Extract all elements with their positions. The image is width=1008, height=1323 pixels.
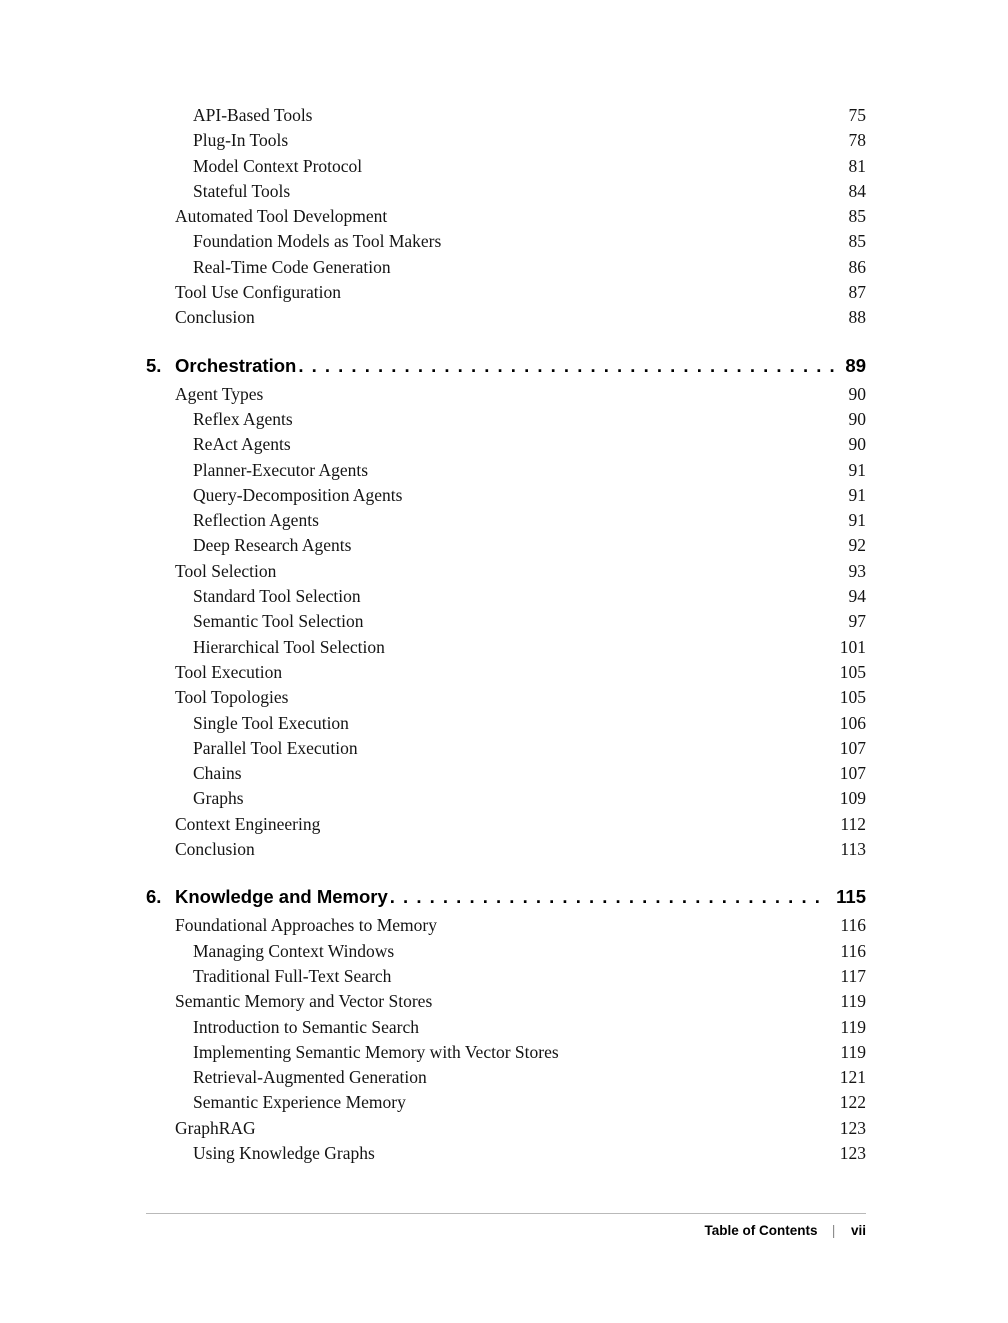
toc-entry-title: Semantic Memory and Vector Stores xyxy=(175,991,433,1012)
toc-entry[interactable] xyxy=(146,1090,866,1115)
toc-entry[interactable] xyxy=(146,533,866,558)
toc-entry-title: Semantic Tool Selection xyxy=(193,611,364,632)
toc-entry-page: 113 xyxy=(840,839,866,860)
toc-entry[interactable] xyxy=(146,660,866,685)
toc-entry-title: Chains xyxy=(193,763,242,784)
toc-entry-page: 105 xyxy=(839,687,866,708)
toc-entry-page: 119 xyxy=(840,1041,866,1062)
toc-entry[interactable] xyxy=(146,913,866,938)
toc-entry-title: Planner-Executor Agents xyxy=(193,459,369,480)
toc-entry[interactable] xyxy=(146,128,866,153)
toc-chapter-title: Orchestration xyxy=(175,354,297,376)
toc-entry-title: Implementing Semantic Memory with Vector Stores xyxy=(193,1041,559,1062)
toc-entry-page: 85 xyxy=(848,206,866,227)
toc-entry-page: 92 xyxy=(848,535,866,556)
toc-entry-page: 106 xyxy=(839,712,866,733)
toc-entry[interactable] xyxy=(146,584,866,609)
toc-entry-page: 107 xyxy=(839,763,866,784)
toc-entry-title: Agent Types xyxy=(175,383,264,404)
dot-leader xyxy=(390,884,828,910)
toc-entry[interactable] xyxy=(146,939,866,964)
toc-entry-page: 107 xyxy=(839,737,866,758)
toc-entry-page: 119 xyxy=(840,1016,866,1037)
toc-entry[interactable] xyxy=(146,711,866,736)
toc-entry[interactable] xyxy=(146,305,866,330)
toc-entry[interactable] xyxy=(146,458,866,483)
footer-section-label: Table of Contents xyxy=(704,1223,818,1238)
toc-entry-page: 123 xyxy=(839,1142,866,1163)
toc-entry-page: 90 xyxy=(848,408,866,429)
toc-entry-title: Single Tool Execution xyxy=(193,712,349,733)
toc-chapter-entry[interactable] xyxy=(146,353,866,379)
toc-entry-title: Automated Tool Development xyxy=(175,206,388,227)
toc-entry-title: Stateful Tools xyxy=(193,180,291,201)
toc-entry-page: 109 xyxy=(839,788,866,809)
toc-entry-title: Introduction to Semantic Search xyxy=(193,1016,419,1037)
toc-entry-title: Tool Selection xyxy=(175,560,277,581)
toc-entry[interactable] xyxy=(146,685,866,710)
toc-entry-page: 94 xyxy=(848,586,866,607)
toc-entry-page: 84 xyxy=(848,180,866,201)
toc-chapter-number: 5. xyxy=(146,354,162,376)
toc-chapter-entry[interactable] xyxy=(146,884,866,910)
toc-entry-title: Query-Decomposition Agents xyxy=(193,484,403,505)
toc-entry[interactable] xyxy=(146,786,866,811)
toc-entry-page: 122 xyxy=(839,1092,866,1113)
toc-entry-title: Traditional Full-Text Search xyxy=(193,965,392,986)
toc-entry-title: Graphs xyxy=(193,788,244,809)
toc-chapter-page: 115 xyxy=(836,886,866,908)
toc-entry-page: 116 xyxy=(840,940,866,961)
toc-entry-page: 87 xyxy=(848,282,866,303)
toc-chapter-page: 89 xyxy=(845,354,866,376)
toc-entry[interactable] xyxy=(146,204,866,229)
toc-entry[interactable] xyxy=(146,989,866,1014)
toc-entry[interactable] xyxy=(146,1065,866,1090)
toc-entry[interactable] xyxy=(146,179,866,204)
toc-entry-page: 81 xyxy=(848,155,866,176)
toc-entry-title: Plug-In Tools xyxy=(193,130,289,151)
toc-entry-title: Conclusion xyxy=(175,839,255,860)
toc-entry-title: Tool Use Configuration xyxy=(175,282,341,303)
footer-text xyxy=(146,1223,866,1238)
toc-entry-title: Context Engineering xyxy=(175,813,321,834)
toc-entry[interactable] xyxy=(146,255,866,280)
toc-entry[interactable] xyxy=(146,559,866,584)
toc-entry-title: Reflection Agents xyxy=(193,510,319,531)
toc-entry-page: 90 xyxy=(848,383,866,404)
toc-entry[interactable] xyxy=(146,1141,866,1166)
toc-chapter-title: Knowledge and Memory xyxy=(175,886,388,908)
toc-entry-page: 85 xyxy=(848,231,866,252)
toc-entry[interactable] xyxy=(146,280,866,305)
toc-entry-title: Real-Time Code Generation xyxy=(193,256,391,277)
toc-entry-page: 75 xyxy=(848,105,866,125)
toc-entry-page: 91 xyxy=(848,510,866,531)
toc-entry-title: Tool Topologies xyxy=(175,687,289,708)
toc-entry-title: Deep Research Agents xyxy=(193,535,352,556)
toc-entry[interactable] xyxy=(146,609,866,634)
page-footer xyxy=(146,1213,866,1238)
toc-entry[interactable] xyxy=(146,1116,866,1141)
toc-entry[interactable] xyxy=(146,407,866,432)
toc-chapter-number: 6. xyxy=(146,886,162,908)
toc-entry-title: Hierarchical Tool Selection xyxy=(193,636,385,657)
toc-entry-title: Model Context Protocol xyxy=(193,155,363,176)
toc-entry[interactable] xyxy=(146,837,866,862)
toc-entry-title: GraphRAG xyxy=(175,1117,256,1138)
toc-entry-title: API-Based Tools xyxy=(193,105,313,125)
toc-entry-title: Semantic Experience Memory xyxy=(193,1092,406,1113)
toc-entry-page: 121 xyxy=(839,1067,866,1088)
toc-entry-page: 91 xyxy=(848,484,866,505)
toc-entry-title: Using Knowledge Graphs xyxy=(193,1142,375,1163)
toc-entry-page: 90 xyxy=(848,434,866,455)
toc-entry-page: 117 xyxy=(840,965,866,986)
toc-entry-page: 101 xyxy=(839,636,866,657)
toc-entry-page: 116 xyxy=(840,915,866,936)
toc-entry[interactable] xyxy=(146,508,866,533)
dot-leader xyxy=(298,353,837,379)
toc-entry[interactable] xyxy=(146,382,866,407)
toc-entry-page: 123 xyxy=(839,1117,866,1138)
toc-entry-page: 91 xyxy=(848,459,866,480)
toc-entry[interactable] xyxy=(146,964,866,989)
toc-entry-title: Parallel Tool Execution xyxy=(193,737,358,758)
toc-entry-title: Tool Execution xyxy=(175,661,283,682)
toc-entry[interactable] xyxy=(146,812,866,837)
toc-entry[interactable] xyxy=(146,432,866,457)
table-of-contents xyxy=(146,103,866,1166)
toc-entry-title: Foundation Models as Tool Makers xyxy=(193,231,442,252)
toc-entry[interactable] xyxy=(146,154,866,179)
toc-entry[interactable] xyxy=(146,103,866,128)
toc-entry[interactable] xyxy=(146,761,866,786)
toc-entry[interactable] xyxy=(146,229,866,254)
footer-separator: | xyxy=(832,1223,836,1238)
toc-entry-title: Conclusion xyxy=(175,307,255,328)
toc-entry-page: 88 xyxy=(848,307,866,328)
toc-entry[interactable] xyxy=(146,1040,866,1065)
toc-entry-page: 78 xyxy=(848,130,866,151)
toc-entry-title: Managing Context Windows xyxy=(193,940,395,961)
toc-entry-title: ReAct Agents xyxy=(193,434,291,455)
toc-entry-page: 119 xyxy=(840,991,866,1012)
toc-entry-title: Reflex Agents xyxy=(193,408,293,429)
footer-rule xyxy=(146,1213,866,1214)
toc-entry-page: 86 xyxy=(848,256,866,277)
toc-entry-page: 93 xyxy=(848,560,866,581)
footer-page-number: vii xyxy=(850,1223,866,1238)
toc-entry-page: 112 xyxy=(840,813,866,834)
toc-entry-title: Standard Tool Selection xyxy=(193,586,361,607)
toc-entry[interactable] xyxy=(146,635,866,660)
toc-entry-page: 105 xyxy=(839,661,866,682)
toc-entry[interactable] xyxy=(146,736,866,761)
toc-entry-page: 97 xyxy=(848,611,866,632)
toc-entry[interactable] xyxy=(146,1015,866,1040)
toc-entry-title: Foundational Approaches to Memory xyxy=(175,915,437,936)
toc-entry-title: Retrieval-Augmented Generation xyxy=(193,1067,427,1088)
toc-entry[interactable] xyxy=(146,483,866,508)
